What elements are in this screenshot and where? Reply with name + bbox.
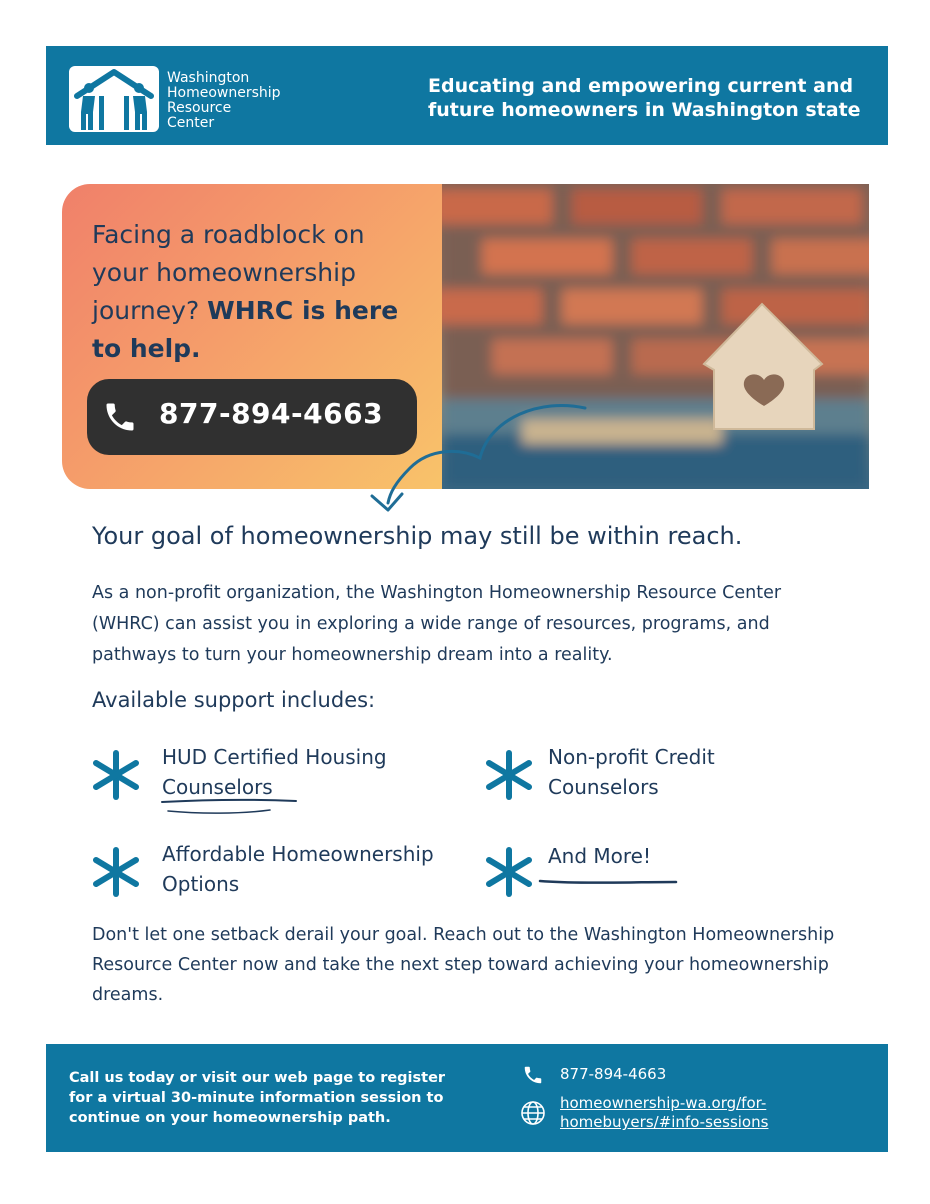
phone-icon [522,1064,544,1086]
hero-phone-number[interactable]: 877-894-4663 [159,397,384,430]
curved-arrow-icon [360,398,600,518]
footer-info-sessions-link[interactable]: homeownership-wa.org/for-homebuyers/#info-sessions [560,1094,769,1131]
support-item-affordable-options [162,839,434,899]
footer-phone-number[interactable]: 877-894-4663 [560,1065,667,1083]
hero-text [92,216,422,368]
support-item-line: Options [162,872,240,896]
hero-text-regular: Facing a roadblock on your homeownership journey? [92,220,365,325]
asterisk-icon [90,749,142,801]
org-name [167,71,281,131]
phone-icon [102,399,138,435]
header-banner [46,46,888,145]
footer-cta: Call us today or visit our web page to register for a virtual 30-minute information session to continue on your homeownership path. [69,1070,446,1126]
org-name-line: Resource [167,100,232,116]
scribble-underline [538,876,680,888]
org-name-line: Homeownership [167,85,281,101]
support-item-line: Counselors [162,775,273,799]
asterisk-icon [90,846,142,898]
support-item-line: Counselors [548,775,659,799]
intro-paragraph: As a non-profit organization, the Washington Homeownership Resource Center (WHRC) can assist you in exploring a wide range of resources, programs, and pathways to turn your homeownership dream into a reality. [92,583,782,665]
asterisk-icon [483,749,535,801]
scribble-underline [160,796,300,818]
support-item-and-more [548,841,651,871]
support-item-line: HUD Certified Housing [162,745,387,769]
support-item-credit-counselors [548,742,715,802]
support-item-hud-counselors [162,742,387,802]
asterisk-icon [483,846,535,898]
header-tagline: Educating and empowering current and future homeowners in Washington state [428,75,861,121]
support-heading: Available support includes: [92,688,376,712]
support-item-line: Affordable Homeownership [162,842,434,866]
support-item-line: Non-profit Credit [548,745,715,769]
hero-text-bold: WHRC is here to help. [92,296,399,363]
footer-banner [46,1044,888,1152]
goal-heading: Your goal of homeownership may still be within reach. [92,522,743,550]
whrc-logo [69,66,159,132]
closing-paragraph: Don't let one setback derail your goal. Reach out to the Washington Homeownership Resource Center now and take the next step toward achieving your homeownership dreams. [92,925,835,1005]
org-name-line: Washington [167,70,250,86]
globe-icon [520,1100,546,1126]
support-item-line: And More! [548,844,652,868]
org-name-line: Center [167,115,215,131]
